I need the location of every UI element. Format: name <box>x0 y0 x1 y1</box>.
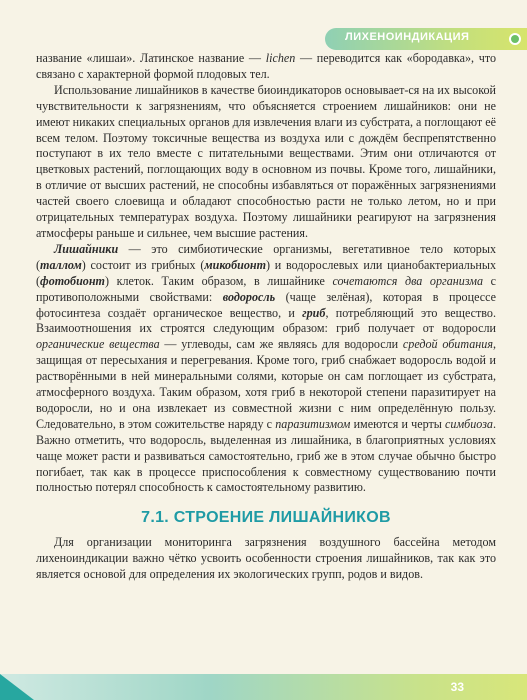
term-organic-substances: органические вещества <box>36 337 160 352</box>
section-header-tab <box>325 28 527 50</box>
page-number: 33 <box>450 680 464 694</box>
term-alga: водоросль <box>222 289 276 304</box>
text-run: ) состоит из грибных ( <box>81 257 205 272</box>
section-heading: 7.1. СТРОЕНИЕ ЛИШАЙНИКОВ <box>141 509 391 527</box>
term-parasitism: паразитизмом <box>275 416 351 431</box>
text-run: , потребляющий это вещество. Взаимоотношения их строятся следующим образом: гриб получает от водоросли <box>36 305 496 336</box>
footer-band <box>0 674 527 700</box>
text-run: с противоположными свойствами: <box>36 273 496 304</box>
text-run: . Важно отметить, что водоросль, выделенная из лишайника, в благоприятных условиях чаще может расти и развиваться самостоятельно, гриб же в этом случае обычно быстро погибает, так как в процессе приспособления к совместному существованию почти полностью потерял способность к самостоятельному развитию. <box>36 416 496 495</box>
term-habitat: средой обитания <box>402 337 493 352</box>
term-lichen: lichen <box>265 51 296 65</box>
term-photobiont: фотобионт <box>40 273 105 288</box>
term-two-organisms: сочетаются два организма <box>332 273 484 288</box>
text-run: ) клеток. Таким образом, в лишайнике <box>104 273 333 288</box>
text-run: ) и водорослевых или цианобактериальных ( <box>36 257 496 288</box>
term-mycobiont: микобионт <box>204 257 267 272</box>
term-thallus: таллом <box>40 257 82 272</box>
paragraph-lichen-definition <box>36 242 496 497</box>
text-run: — углеводы, сам же являясь для водоросли <box>159 337 403 352</box>
decorative-circle-icon <box>509 33 521 45</box>
term-symbiosis: симбиоза <box>445 416 493 431</box>
page-body-text <box>36 51 496 583</box>
text-run: — переводится как «бородавка», что связано с характерной формой плодовых тел. <box>36 51 496 81</box>
term-lichens: Лишайники <box>54 241 119 256</box>
text-run: название «лишаи». Латинское название — <box>36 51 266 65</box>
paragraph-monitoring: Для организации мониторинга загрязнения воздушного бассейна методом лихеноиндикации важно чётко усвоить особенности строения лишайников, так как это является основой для определения их экологических групп, родов и видов. <box>36 535 496 582</box>
text-run: имеются и черты <box>350 416 446 431</box>
text-run: (чаще зелёная), которая в процессе фотосинтеза создаёт органическое вещество, и <box>36 289 496 320</box>
footer-corner-decoration <box>0 674 34 700</box>
term-fungus: гриб <box>302 305 326 320</box>
text-run: , защищая от пересыхания и перегревания. Кроме того, гриб снабжает водоросль водой и растворёнными в ней минеральными солями, которые он сам поглощает из субстрата, атмосферного воздуха. Таким образом, хотя гриб в некоторой степени паразитирует на водоросли, но и она извлекает из совместной жизни с ним определённую пользу. Следовательно, в этом сожительстве наряду с <box>36 337 496 431</box>
section-header-title: ЛИХЕНОИНДИКАЦИЯ <box>345 31 470 43</box>
paragraph-bioindicators: Использование лишайников в качестве биоиндикаторов основывает-ся на их высокой чувствительности к загрязнениям, что объясняется строением лишайников: они не имеют никаких специальных органов для извлечения влаги из субстрата, а поглощают её всем телом. Поэтому токсичные вещества из воздуха или с дождём беспрепятственно поступают в их тело вместе с питательными веществами. Этим они отличаются от цветковых растений, поглощающих воду в основном из почвы. Кроме того, лишайники, в отличие от высших растений, не способны избавляться от поражённых загрязнениями частей своего слоевища и обладают способностью расти не только летом, но и при отрицательных температурах воздуха. Поэтому лишайники реагируют на загрязнения атмосферы раньше и сильнее, чем высшие растения. <box>36 82 496 240</box>
paragraph-intro-continuation <box>36 51 496 83</box>
text-run: — это симбиотические организмы, вегетативное тело которых ( <box>36 241 496 272</box>
